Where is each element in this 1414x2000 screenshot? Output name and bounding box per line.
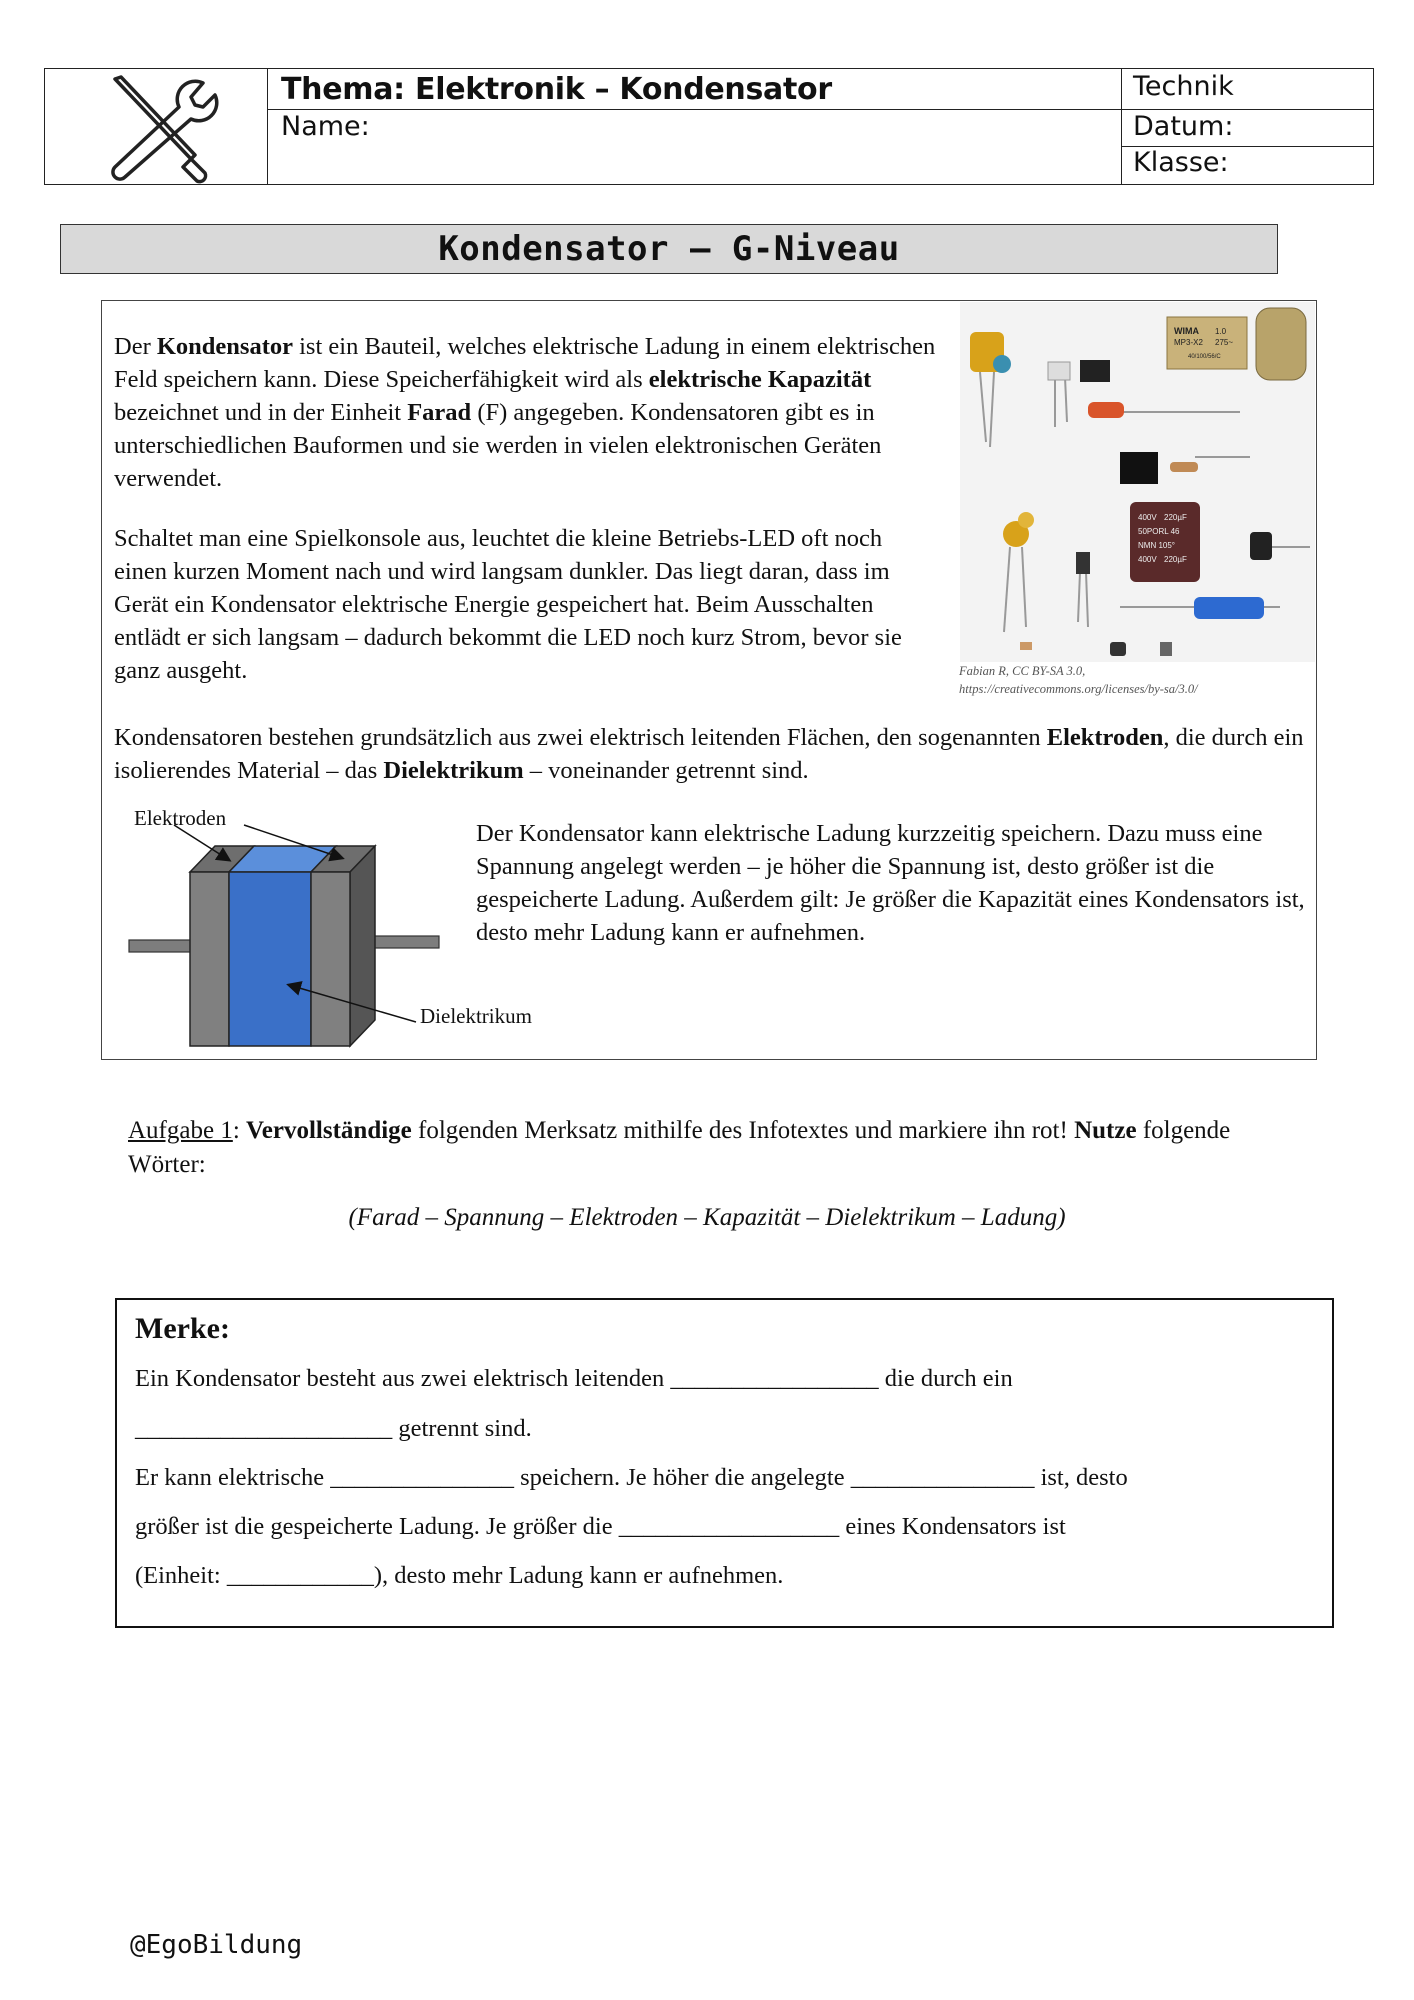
name-label: Name: <box>281 111 370 142</box>
dielectric <box>229 872 311 1046</box>
right-lead <box>369 936 439 948</box>
info-paragraph-1 <box>114 330 936 495</box>
label-electrodes: Elektroden <box>134 806 227 830</box>
subject-row <box>1121 69 1373 110</box>
text: folgenden Merksatz mithilfe des Infotextes und markiere ihn rot! <box>411 1117 1075 1144</box>
merke-line-3[interactable]: Er kann elektrische _______________ speichern. Je höher die angelegte _______________ ist, desto <box>135 1464 1128 1491</box>
text: ist ein Bauteil, welches elektrische Ladung in einem elektrischen Feld speichern kann. Diese Speicherfähigkeit wird als <box>114 333 936 393</box>
elko-capacity-label: 220µF <box>1164 513 1187 522</box>
header-right <box>1121 69 1373 184</box>
task-label: Aufgabe 1 <box>128 1117 233 1144</box>
header-table <box>44 68 1374 185</box>
header-middle <box>267 69 1122 184</box>
title-row <box>267 69 1121 110</box>
wima-value-label: 1.0 <box>1215 327 1227 336</box>
merke-line-1[interactable]: Ein Kondensator besteht aus zwei elektrisch leitenden _________________ die durch ein <box>135 1365 1013 1392</box>
elko-voltage2-label: 400V <box>1138 555 1157 564</box>
section-banner <box>60 224 1278 274</box>
class-label: Klasse: <box>1133 147 1229 178</box>
text: Kondensatoren bestehen grundsätzlich aus zwei elektrisch leitenden Flächen, den sogenannten <box>114 724 1047 751</box>
wima-type-label: MP3-X2 <box>1174 338 1203 347</box>
text: (F) angegeben. Kondensatoren gibt es in unterschiedlichen Bauformen und sie werden in vielen elektronischen Geräten verwendet. <box>114 399 882 492</box>
text: , die durch ein isolierendes Material – das <box>114 724 1304 784</box>
merke-line-2[interactable]: _____________________ getrennt sind. <box>135 1415 532 1442</box>
image-credit-line-1: Fabian R, CC BY-SA 3.0, <box>959 664 1086 678</box>
logo-cell <box>45 69 268 184</box>
label-dielectric: Dielektrikum <box>420 1004 532 1028</box>
merke-box <box>115 1298 1334 1628</box>
wima-voltage-label: 275~ <box>1215 338 1234 347</box>
elko-brand-label: NMN 105° <box>1138 541 1175 550</box>
image-credit <box>959 662 1198 698</box>
electrode-right <box>311 872 350 1046</box>
merke-title: Merke: <box>135 1312 230 1345</box>
capacitors-photo <box>960 302 1315 662</box>
term-kapazitaet: elektrische Kapazität <box>648 366 872 393</box>
date-label: Datum: <box>1133 111 1234 142</box>
footer-credit: @EgoBildung <box>130 1930 303 1960</box>
info-paragraph-3 <box>114 721 1304 787</box>
text: folgende Wörter: <box>128 1117 1231 1178</box>
text: Der <box>114 333 157 360</box>
elko-capacity2-label: 220µF <box>1164 555 1187 564</box>
merke-line-5[interactable]: (Einheit: ____________), desto mehr Ladung kann er aufnehmen. <box>135 1562 784 1589</box>
subject-label: Technik <box>1133 71 1234 102</box>
merke-line-4[interactable]: größer ist die gespeicherte Ladung. Je größer die __________________ eines Kondensators ist <box>135 1513 1066 1540</box>
text: : <box>232 1117 247 1144</box>
text: bezeichnet und in der Einheit <box>114 399 408 426</box>
banner-title: Kondensator – G-Niveau <box>438 229 900 269</box>
elko-series-label: 50PORL 46 <box>1138 527 1180 536</box>
term-dielektrikum: Dielektrikum <box>383 757 524 784</box>
info-paragraph-2: Schaltet man eine Spielkonsole aus, leuchtet die kleine Betriebs-LED oft noch einen kurzen Moment nach und wird langsam dunkler. Das liegt daran, dass im Gerät ein Kondensator elektrische Energie gespeichert hat. Beim Ausschalten entlädt er sich langsam – dadurch bekommt die LED noch kurz Strom, bevor sie ganz ausgeht. <box>114 525 902 684</box>
word-bank: (Farad – Spannung – Elektroden – Kapazität – Dielektrikum – Ladung) <box>348 1204 1066 1231</box>
worksheet-title: Thema: Elektronik – Kondensator <box>281 72 832 107</box>
left-lead <box>129 940 199 952</box>
task-1 <box>128 1114 1308 1182</box>
info-paragraph-4: Der Kondensator kann elektrische Ladung kurzzeitig speichern. Dazu muss eine Spannung angelegt werden – je höher die Spannung ist, desto größer ist die gespeicherte Ladung. Außerdem gilt: Je größer die Kapazität eines Kondensators ist, desto mehr Ladung kann er aufnehmen. <box>476 820 1305 946</box>
task-verb: Vervollständige <box>246 1117 412 1144</box>
date-row <box>1121 109 1373 147</box>
term-farad: Farad <box>407 399 472 426</box>
capacitors-illustration <box>960 302 1315 662</box>
wima-brand-label: WIMA <box>1174 326 1199 336</box>
task-verb-2: Nutze <box>1074 1117 1137 1144</box>
term-elektroden: Elektroden <box>1046 724 1164 751</box>
electrode-left <box>190 872 229 1046</box>
elko-voltage-label: 400V <box>1138 513 1157 522</box>
tools-icon <box>45 69 267 186</box>
image-credit-line-2: https://creativecommons.org/licenses/by-sa/3.0/ <box>959 682 1198 696</box>
wima-code-label: 40/100/56/C <box>1188 354 1221 360</box>
text: – voneinander getrennt sind. <box>523 757 809 784</box>
term-kondensator: Kondensator <box>156 333 293 360</box>
